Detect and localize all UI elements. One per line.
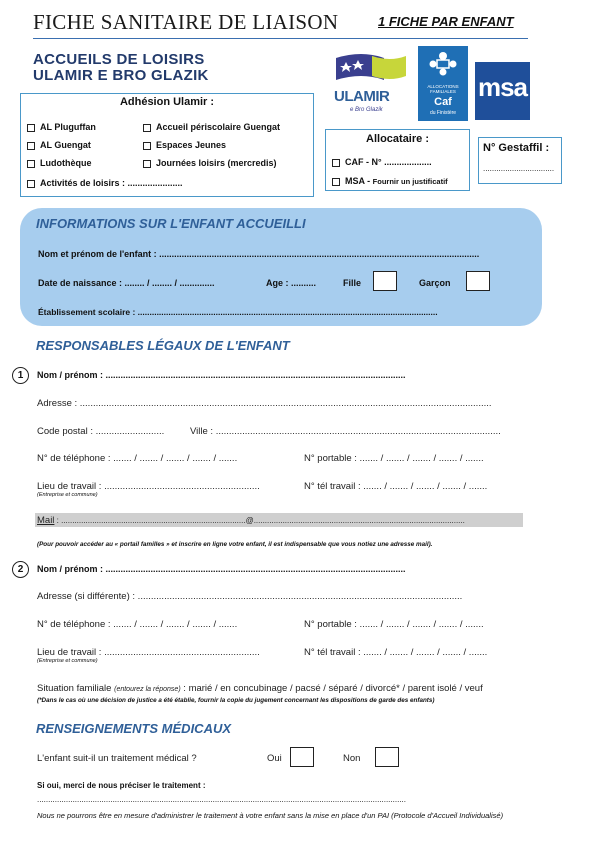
- responsables-title: RESPONSABLES LÉGAUX DE L'ENFANT: [36, 338, 290, 353]
- responsable-1-worktel-field[interactable]: N° tél travail : ....... / ....... / ....... / ....... / .......: [304, 481, 488, 492]
- adhesion-right-list: [143, 122, 280, 176]
- treatment-prompt: Si oui, merci de nous préciser le traitement :: [37, 781, 206, 790]
- org-name: ACCUEILS DE LOISIRS ULAMIR E BRO GLAZIK: [33, 51, 209, 84]
- adhesion-option-al-pluguffan[interactable]: AL Pluguffan: [27, 122, 96, 140]
- responsable-2-badge: 2: [12, 561, 29, 578]
- adhesion-option-espaces-jeunes[interactable]: Espaces Jeunes: [143, 140, 280, 158]
- caf-logo: [418, 46, 468, 121]
- msa-logo: msa: [475, 62, 530, 120]
- ulamir-logo: [332, 50, 410, 120]
- girl-checkbox[interactable]: [373, 271, 397, 291]
- adhesion-option-ludotheque[interactable]: Ludothèque: [27, 158, 96, 176]
- responsable-2-mobile-field[interactable]: N° portable : ....... / ....... / ....... / ....... / .......: [304, 619, 484, 630]
- checkbox[interactable]: [332, 178, 340, 186]
- treatment-field[interactable]: ......................................................................................................................................................................: [37, 795, 406, 804]
- allocataire-title: Allocataire :: [366, 133, 429, 145]
- allocataire-option-caf[interactable]: CAF - N° ...................: [332, 157, 432, 167]
- caf-logo-subtext: du Finistère: [429, 110, 457, 116]
- ulamir-logo-subtext: e Bro Glazik: [350, 107, 383, 113]
- responsable-2-name-field[interactable]: Nom / prénom : ........................................................................................................................: [37, 564, 406, 574]
- adhesion-title: Adhésion Ulamir :: [119, 96, 215, 108]
- one-per-child-notice: 1 FICHE PAR ENFANT: [378, 14, 514, 29]
- adhesion-left-list: [27, 122, 96, 176]
- boy-checkbox[interactable]: [466, 271, 490, 291]
- responsable-2-worktel-field[interactable]: N° tél travail : ....... / ....... / ....... / ....... / .......: [304, 647, 488, 658]
- gestaffil-field[interactable]: ................................: [483, 164, 555, 173]
- caf-family-icon: [418, 46, 468, 86]
- checkbox[interactable]: [27, 124, 35, 132]
- gestaffil-box: [478, 137, 562, 184]
- responsable-2-phone-field[interactable]: N° de téléphone : ....... / ....... / ....... / ....... / .......: [37, 619, 238, 630]
- treatment-question: L'enfant suit-il un traitement médical ?: [37, 753, 197, 764]
- responsable-1-phone-field[interactable]: N° de téléphone : ....... / ....... / ....... / ....... / .......: [37, 453, 238, 464]
- mail-label: Mail: [37, 515, 55, 526]
- caf-logo-top-text: ALLOCATIONS FAMILIALES: [427, 84, 459, 94]
- checkbox[interactable]: [27, 180, 35, 188]
- family-situation[interactable]: Situation familiale (entourez la réponse) : marié / en concubinage / pacsé / séparé / divorcé* / parent isolé / veuf: [37, 683, 483, 694]
- allocataire-option-msa[interactable]: MSA - Fournir un justificatif: [332, 176, 448, 186]
- adhesion-option-periscolaire[interactable]: Accueil périscolaire Guengat: [143, 122, 280, 140]
- checkbox[interactable]: [332, 159, 340, 167]
- responsable-2-address-field[interactable]: Adresse (si différente) : ...........................................................................................................................: [37, 591, 463, 602]
- allocataire-box: [325, 129, 470, 191]
- no-checkbox[interactable]: [375, 747, 399, 767]
- yes-label: Oui: [267, 753, 282, 764]
- no-label: Non: [343, 753, 361, 764]
- child-birth-field[interactable]: Date de naissance : ........ / ........ / ..............: [38, 278, 215, 288]
- checkbox[interactable]: [143, 142, 151, 150]
- gestaffil-label: N° Gestaffil :: [483, 142, 550, 154]
- postal-code-field[interactable]: Code postal : ..........................: [37, 426, 165, 437]
- title-divider: [33, 38, 528, 39]
- mail-note: (Pour pouvoir accéder au « portail familles » et inscrire en ligne votre enfant, il est indispensable que vous notiez une adresse mail).: [37, 541, 433, 548]
- adhesion-box: [20, 93, 314, 197]
- child-info-title: INFORMATIONS SUR L'ENFANT ACCUEILLI: [36, 216, 306, 231]
- pai-note: Nous ne pourrons être en mesure d'administrer le traitement à votre enfant sans la mise en place d'un PAI (Protocole d'Accueil Individualisé): [37, 811, 504, 820]
- city-field[interactable]: Ville : ............................................................................................................: [190, 426, 501, 437]
- child-school-field[interactable]: Établissement scolaire : ...............................................................................................................................: [38, 307, 438, 317]
- child-name-field[interactable]: Nom et prénom de l'enfant : ................................................................................................................................: [38, 249, 480, 259]
- adhesion-option-activites[interactable]: Activités de loisirs : ......................: [27, 178, 183, 188]
- page-title: FICHE SANITAIRE DE LIAISON: [33, 10, 339, 34]
- responsable-1-work-field[interactable]: Lieu de travail : ...........................................................: [37, 481, 260, 492]
- checkbox[interactable]: [27, 160, 35, 168]
- boy-label: Garçon: [419, 278, 451, 288]
- yes-checkbox[interactable]: [290, 747, 314, 767]
- responsable-1-name-field[interactable]: Nom / prénom : ........................................................................................................................: [37, 370, 406, 380]
- responsable-2-work-field[interactable]: Lieu de travail : ...........................................................: [37, 647, 260, 658]
- child-age-field[interactable]: Age : ..........: [266, 278, 317, 288]
- responsable-1-address-field[interactable]: Adresse : ............................................................................................................................................................: [37, 398, 492, 409]
- checkbox[interactable]: [143, 160, 151, 168]
- responsable-1-work-note: (Entreprise et commune): [37, 492, 98, 498]
- mail-field[interactable]: Mail : ...................................................................................@...............................................................................................: [37, 515, 465, 526]
- checkbox[interactable]: [27, 142, 35, 150]
- responsable-1-badge: 1: [12, 367, 29, 384]
- adhesion-option-journees-loisirs[interactable]: Journées loisirs (mercredis): [143, 158, 280, 176]
- girl-label: Fille: [343, 278, 362, 288]
- caf-logo-text: Caf: [434, 96, 452, 108]
- checkbox[interactable]: [143, 124, 151, 132]
- medical-title: RENSEIGNEMENTS MÉDICAUX: [36, 721, 232, 736]
- responsable-2-work-note: (Entreprise et commune): [37, 658, 98, 664]
- adhesion-option-al-guengat[interactable]: AL Guengat: [27, 140, 96, 158]
- responsable-1-mobile-field[interactable]: N° portable : ....... / ....... / ....... / ....... / .......: [304, 453, 484, 464]
- ulamir-logo-text: ULAMIR: [334, 88, 390, 105]
- family-situation-note: (*Dans le cas où une décision de justice a été établie, fournir la copie du jugement concernant les dispositions de garde des enfants): [37, 697, 435, 704]
